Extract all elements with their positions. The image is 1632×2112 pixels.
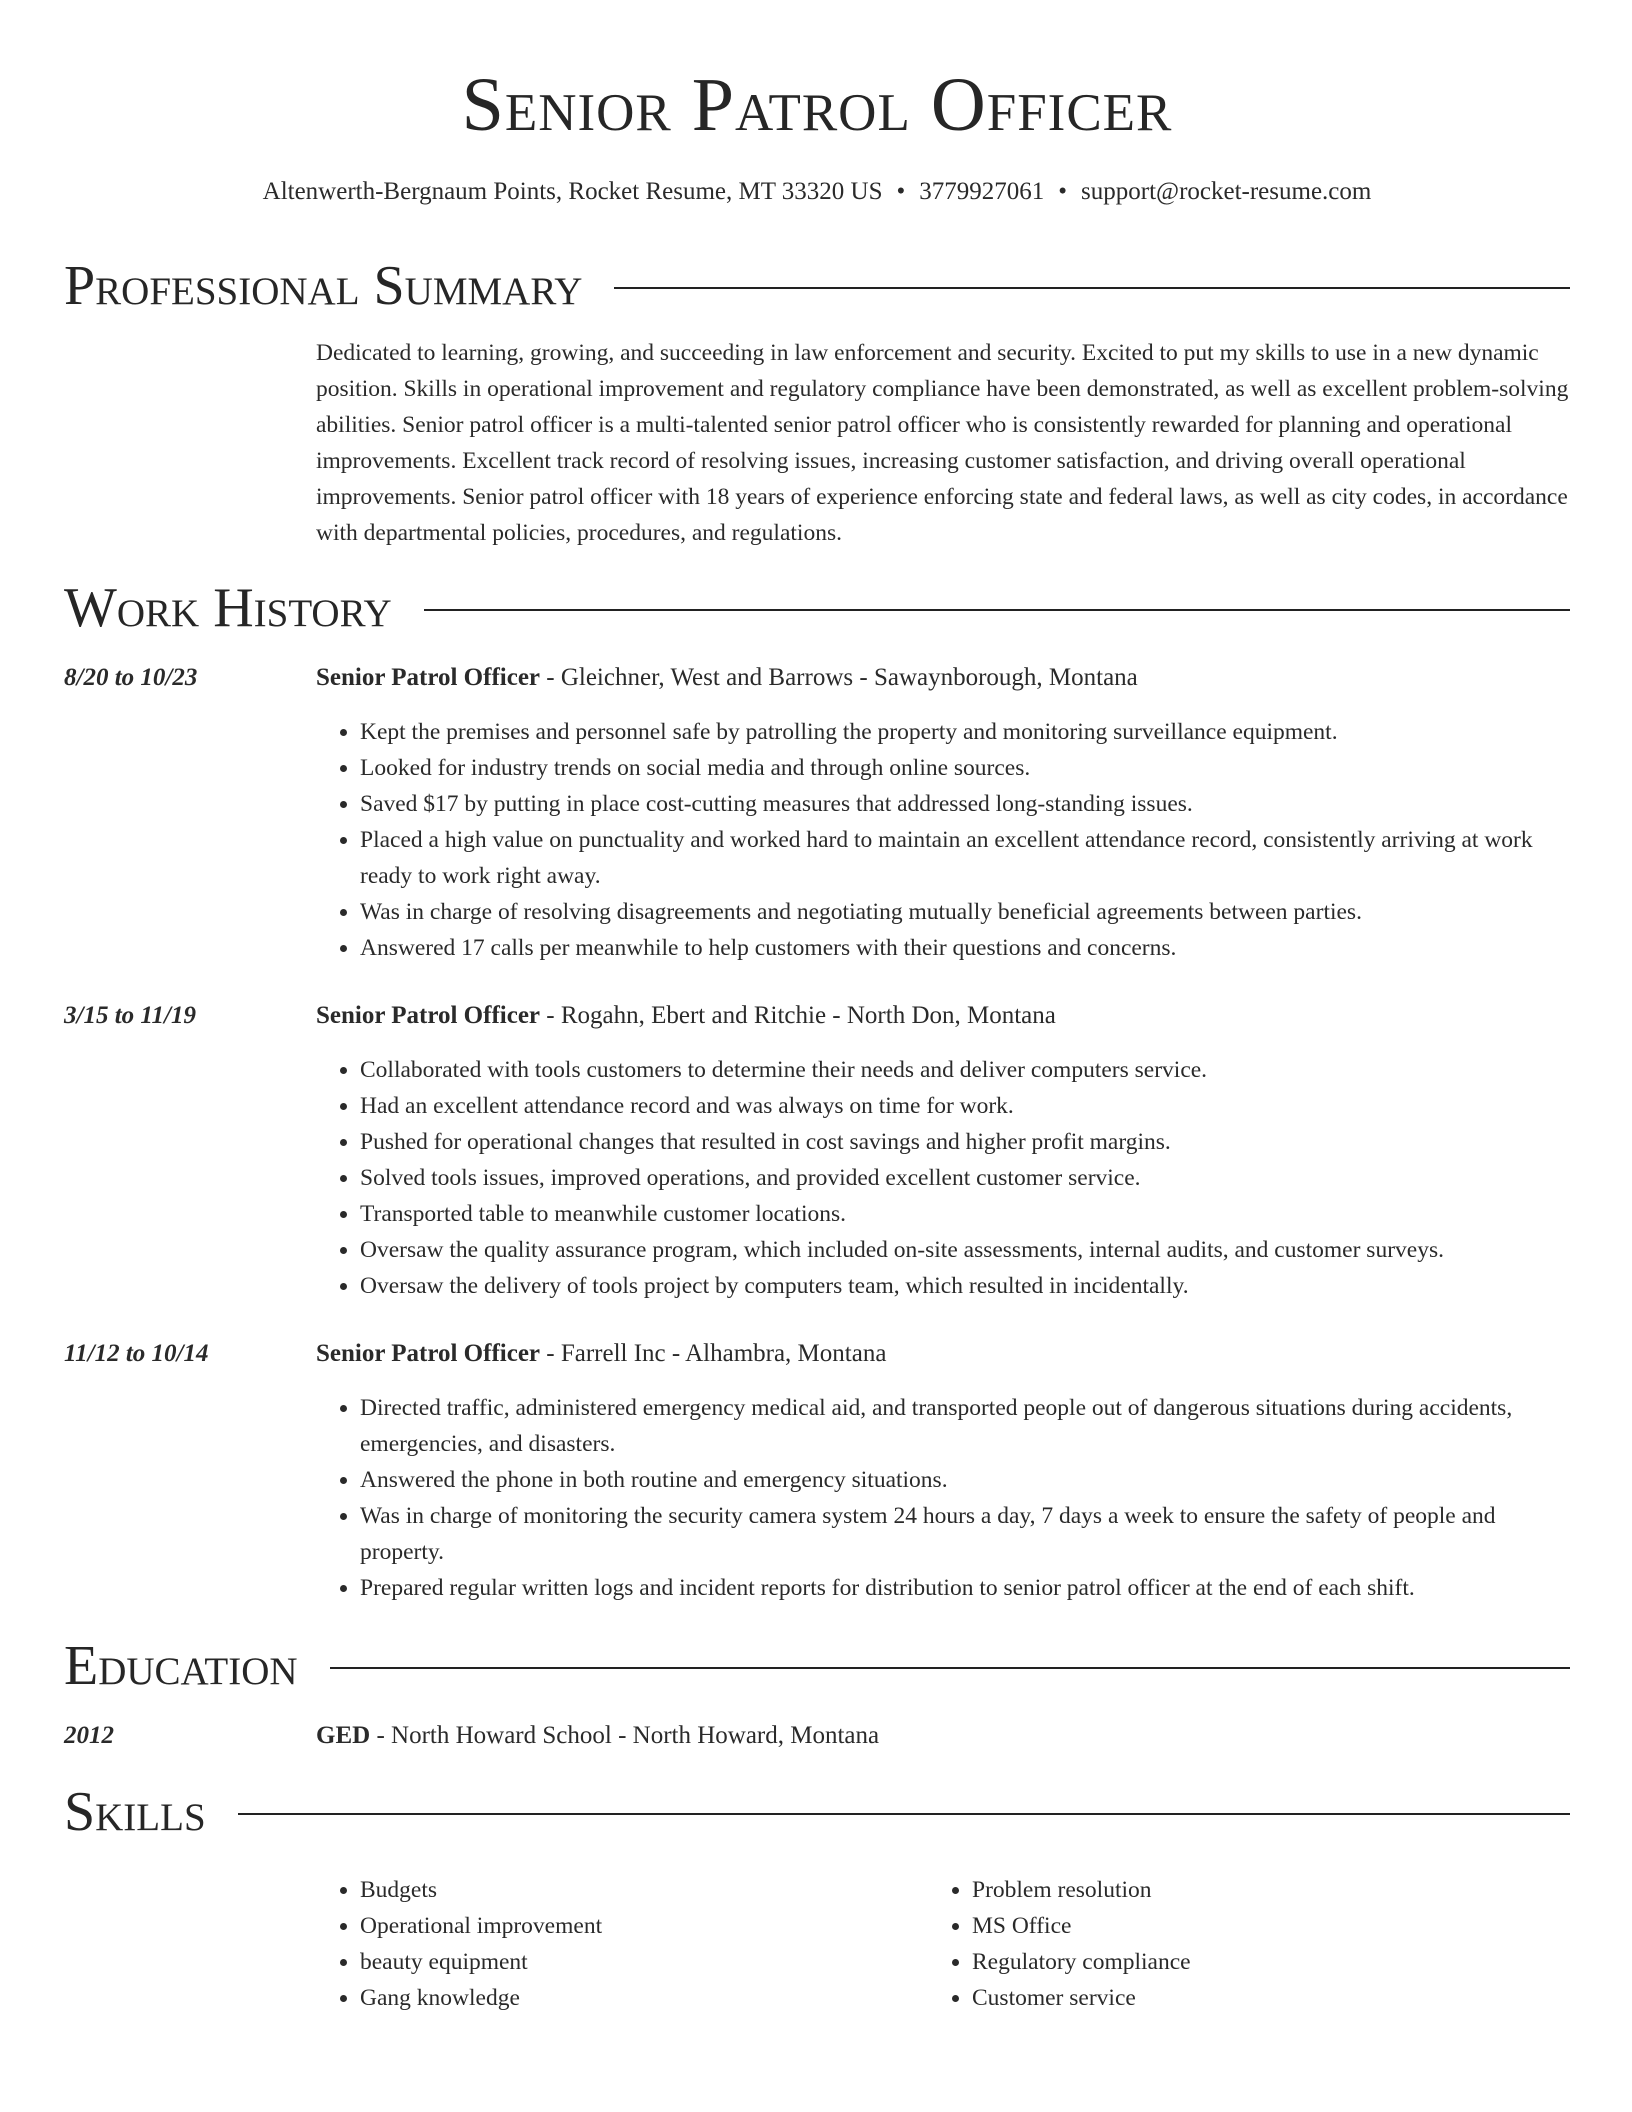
list-item: • Looked for industry trends on social media and through online sources. (360, 750, 1570, 786)
list-item: • Placed a high value on punctuality and worked hard to maintain an excellent attendance record, consistently arriving at work ready to work right away. (360, 822, 1570, 894)
section-header-skills (64, 1780, 1570, 1844)
section-divider (614, 287, 1570, 289)
list-item: • Directed traffic, administered emergency medical aid, and transported people out of dangerous situations during accidents, emergencies, and disasters. (360, 1390, 1570, 1462)
list-item: • Was in charge of monitoring the security camera system 24 hours a day, 7 days a week to ensure the safety of people and property. (360, 1498, 1570, 1570)
list-item: • Regulatory compliance (972, 1944, 1191, 1980)
phone: 3779927061 (919, 178, 1045, 205)
list-item: • Saved $17 by putting in place cost-cutting measures that addressed long-standing issues. (360, 786, 1570, 822)
candidate-name: Senior Patrol Officer (461, 63, 1173, 147)
job-heading (316, 998, 1056, 1034)
section-title: Professional Summary (64, 255, 583, 317)
section-divider (330, 1667, 1570, 1669)
job-heading (316, 1336, 886, 1372)
list-item: • Oversaw the delivery of tools project by computers team, which resulted in incidentally. (360, 1268, 1570, 1304)
list-item: • Was in charge of resolving disagreements and negotiating mutually beneficial agreements between parties. (360, 894, 1570, 930)
education-degree: GED (316, 1722, 371, 1749)
section-header-education (64, 1634, 1570, 1698)
job-title: Senior Patrol Officer (316, 1340, 541, 1367)
list-item: • Transported table to meanwhile customer locations. (360, 1196, 1570, 1232)
separator-bullet: • (896, 178, 906, 205)
list-item: • Solved tools issues, improved operations, and provided excellent customer service. (360, 1160, 1570, 1196)
job-dates: 3/15 to 11/19 (64, 1002, 196, 1029)
list-item: • Had an excellent attendance record and was always on time for work. (360, 1088, 1570, 1124)
list-item: • Operational improvement (360, 1908, 602, 1944)
list-item: • Prepared regular written logs and incident reports for distribution to senior patrol officer at the end of each shift. (360, 1570, 1570, 1606)
job-bullets (316, 1390, 1570, 1606)
section-title: Work History (64, 577, 392, 639)
job-dates: 8/20 to 10/23 (64, 664, 198, 691)
email-link[interactable]: support@rocket-resume.com (1081, 178, 1372, 205)
job-bullets (316, 714, 1570, 966)
list-item: • Customer service (972, 1980, 1191, 2016)
list-item: • Answered the phone in both routine and emergency situations. (360, 1462, 1570, 1498)
job-employer-location: - Farrell Inc - Alhambra, Montana (540, 1340, 887, 1367)
job-employer-location: - Rogahn, Ebert and Ritchie - North Don, Montana (540, 1002, 1056, 1029)
separator-bullet: • (1058, 178, 1068, 205)
job-title: Senior Patrol Officer (316, 664, 541, 691)
education-year: 2012 (64, 1722, 114, 1749)
list-item: • Problem resolution (972, 1872, 1191, 1908)
list-item: • Pushed for operational changes that resulted in cost savings and higher profit margins. (360, 1124, 1570, 1160)
section-divider (424, 609, 1570, 611)
list-item: • Oversaw the quality assurance program, which included on-site assessments, internal audits, and customer surveys. (360, 1232, 1570, 1268)
list-item: • MS Office (972, 1908, 1191, 1944)
skills-list-right (928, 1872, 1191, 2016)
skills-list-left (316, 1872, 602, 2016)
address: Altenwerth-Bergnaum Points, Rocket Resume, MT 33320 US (262, 178, 883, 205)
section-divider (238, 1813, 1570, 1815)
section-header-summary (64, 254, 1570, 318)
job-dates: 11/12 to 10/14 (64, 1340, 209, 1367)
job-heading (316, 660, 1138, 696)
section-header-work-history (64, 576, 1570, 640)
job-employer-location: - Gleichner, West and Barrows - Sawaynborough, Montana (540, 664, 1138, 691)
list-item: • Collaborated with tools customers to determine their needs and deliver computers service. (360, 1052, 1570, 1088)
education-school-location: - North Howard School - North Howard, Montana (370, 1722, 880, 1749)
section-title: Skills (64, 1781, 206, 1843)
list-item: • beauty equipment (360, 1944, 602, 1980)
job-title: Senior Patrol Officer (316, 1002, 541, 1029)
section-title: Education (64, 1635, 298, 1697)
contact-line (64, 174, 1570, 210)
job-bullets (316, 1052, 1570, 1304)
list-item: • Answered 17 calls per meanwhile to help customers with their questions and concerns. (360, 930, 1570, 966)
summary-text: Dedicated to learning, growing, and succeeding in law enforcement and security. Excited to put my skills to use in a new dynamic position. Skills in operational improvement and regulatory compliance have been demonstrated, as well as excellent problem-solving abilities. Senior patrol officer is a multi-talented senior patrol officer who is consistently rewarded for planning and operational improvements. Excellent track record of resolving issues, increasing customer satisfaction, and driving overall operational improvements. Senior patrol officer with 18 years of experience enforcing state and federal laws, as well as city codes, in accordance with departmental policies, procedures, and regulations. (316, 340, 1569, 546)
list-item: • Budgets (360, 1872, 602, 1908)
list-item: • Gang knowledge (360, 1980, 602, 2016)
list-item: • Kept the premises and personnel safe by patrolling the property and monitoring surveillance equipment. (360, 714, 1570, 750)
education-heading (316, 1718, 879, 1754)
